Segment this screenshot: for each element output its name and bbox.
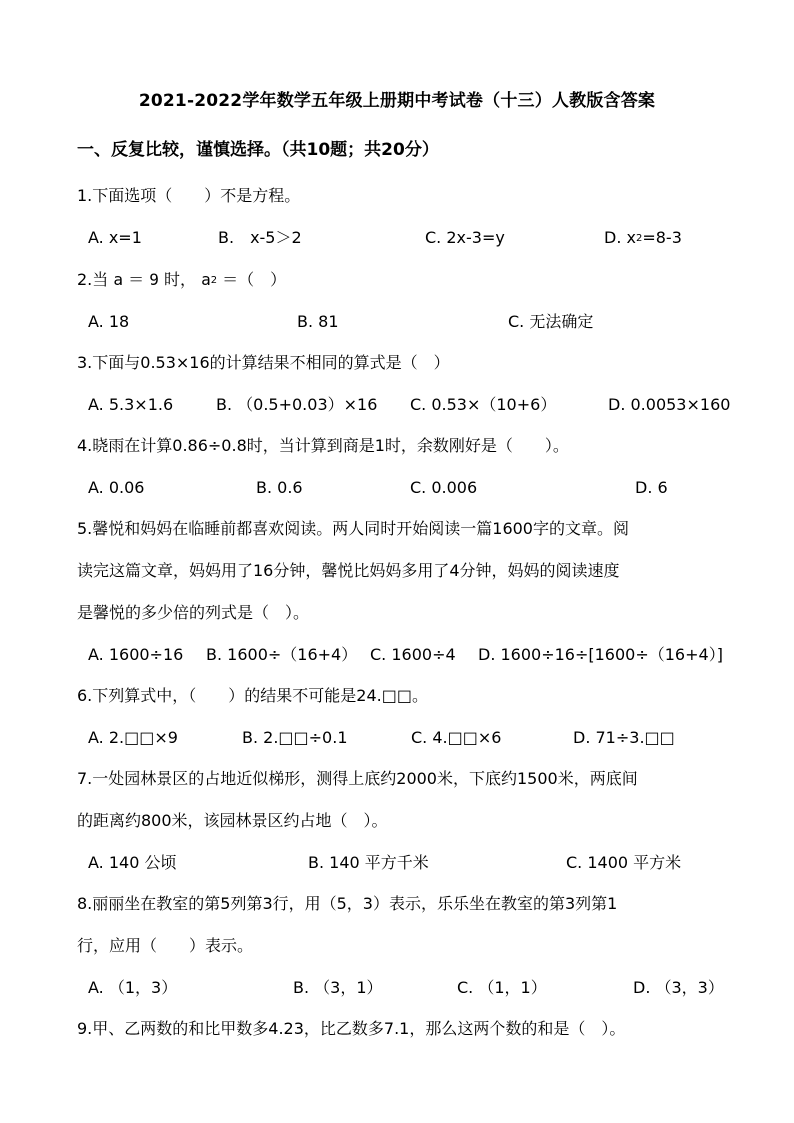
q1-option-d-rest: =8-3 <box>642 228 682 247</box>
q1-option-b: B. x-5＞2 <box>218 228 302 247</box>
q3-option-a: A. 5.3×1.6 <box>88 395 174 414</box>
q1-option-a: A. x=1 <box>88 228 142 247</box>
q4-option-b: B. 0.6 <box>256 478 303 497</box>
q2-exponent: 2 <box>210 275 218 286</box>
q3-option-d: D. 0.0053×160 <box>608 395 731 414</box>
q2-var-a: a <box>113 270 124 289</box>
q8-option-a: A. （1，3） <box>88 978 178 997</box>
q3-option-b: B. （0.5+0.03）×16 <box>216 395 378 414</box>
q2-text-end: ＝（ ） <box>222 270 287 289</box>
q6-option-d: D. 71÷3.□□ <box>573 728 675 747</box>
q1-option-d-exponent: 2 <box>635 233 643 244</box>
q6-option-b: B. 2.□□÷0.1 <box>242 728 348 747</box>
section-heading: 一、反复比较，谨慎选择。（共10题；共20分） <box>77 140 439 160</box>
page-title: 2021-2022学年数学五年级上册期中考试卷（十三）人教版含答案 <box>138 91 656 111</box>
q1-option-d-base: D. x <box>604 228 636 247</box>
q1-option-c: C. 2x-3=y <box>425 228 505 247</box>
q3-option-c: C. 0.53×（10+6） <box>410 395 557 414</box>
q7-option-c: C. 1400 平方米 <box>566 853 682 872</box>
q2-option-a: A. 18 <box>88 312 130 331</box>
q8-option-c: C. （1，1） <box>457 978 547 997</box>
question-3: 3.下面与0.53×16的计算结果不相同的算式是（ ） <box>77 353 450 372</box>
q8-option-b: B. （3，1） <box>293 978 383 997</box>
q2-option-b: B. 81 <box>297 312 339 331</box>
q6-option-c: C. 4.□□×6 <box>411 728 502 747</box>
question-5-line-1: 5.馨悦和妈妈在临睡前都喜欢阅读。两人同时开始阅读一篇1600字的文章。阅 <box>77 519 629 538</box>
question-1: 1.下面选项（ ）不是方程。 <box>77 186 301 205</box>
question-5-line-2: 读完这篇文章，妈妈用了16分钟，馨悦比妈妈多用了4分钟，妈妈的阅读速度 <box>77 561 620 580</box>
q2-text-start: 2.当 <box>77 270 109 289</box>
q2-var-a2: a <box>201 270 211 289</box>
q5-option-d: D. 1600÷16÷[1600÷（16+4）] <box>478 645 723 664</box>
question-9: 9.甲、乙两数的和比甲数多4.23，比乙数多7.1，那么这两个数的和是（ ）。 <box>77 1019 626 1038</box>
q8-option-d: D. （3，3） <box>633 978 724 997</box>
q4-option-a: A. 0.06 <box>88 478 145 497</box>
question-5-line-3: 是馨悦的多少倍的列式是（ ）。 <box>77 603 310 622</box>
q5-option-b: B. 1600÷（16+4） <box>206 645 358 664</box>
question-4: 4.晓雨在计算0.86÷0.8时，当计算到商是1时，余数刚好是（ ）。 <box>77 436 569 455</box>
question-6: 6.下列算式中，（ ）的结果不可能是24.□□。 <box>77 686 428 705</box>
q2-value: 9 <box>149 270 159 289</box>
q7-option-a: A. 140 公顷 <box>88 853 177 872</box>
q1-option-d <box>604 228 682 248</box>
q6-option-a: A. 2.□□×9 <box>88 728 178 747</box>
q2-option-c: C. 无法确定 <box>508 312 594 331</box>
question-8-line-2: 行，应用（ ）表示。 <box>77 936 254 955</box>
question-2 <box>77 270 286 290</box>
q4-option-d: D. 6 <box>635 478 668 497</box>
q4-option-c: C. 0.006 <box>410 478 478 497</box>
question-7-line-2: 的距离约800米，该园林景区约占地（ ）。 <box>77 811 388 830</box>
q2-equals: ＝ <box>128 270 145 289</box>
question-8-line-1: 8.丽丽坐在教室的第5列第3行，用（5，3）表示，乐乐坐在教室的第3列第1 <box>77 894 618 913</box>
q2-when: 时， <box>163 270 196 289</box>
q5-option-a: A. 1600÷16 <box>88 645 184 664</box>
q7-option-b: B. 140 平方千米 <box>308 853 429 872</box>
q5-option-c: C. 1600÷4 <box>370 645 456 664</box>
question-7-line-1: 7.一处园林景区的占地近似梯形，测得上底约2000米，下底约1500米，两底间 <box>77 769 638 788</box>
